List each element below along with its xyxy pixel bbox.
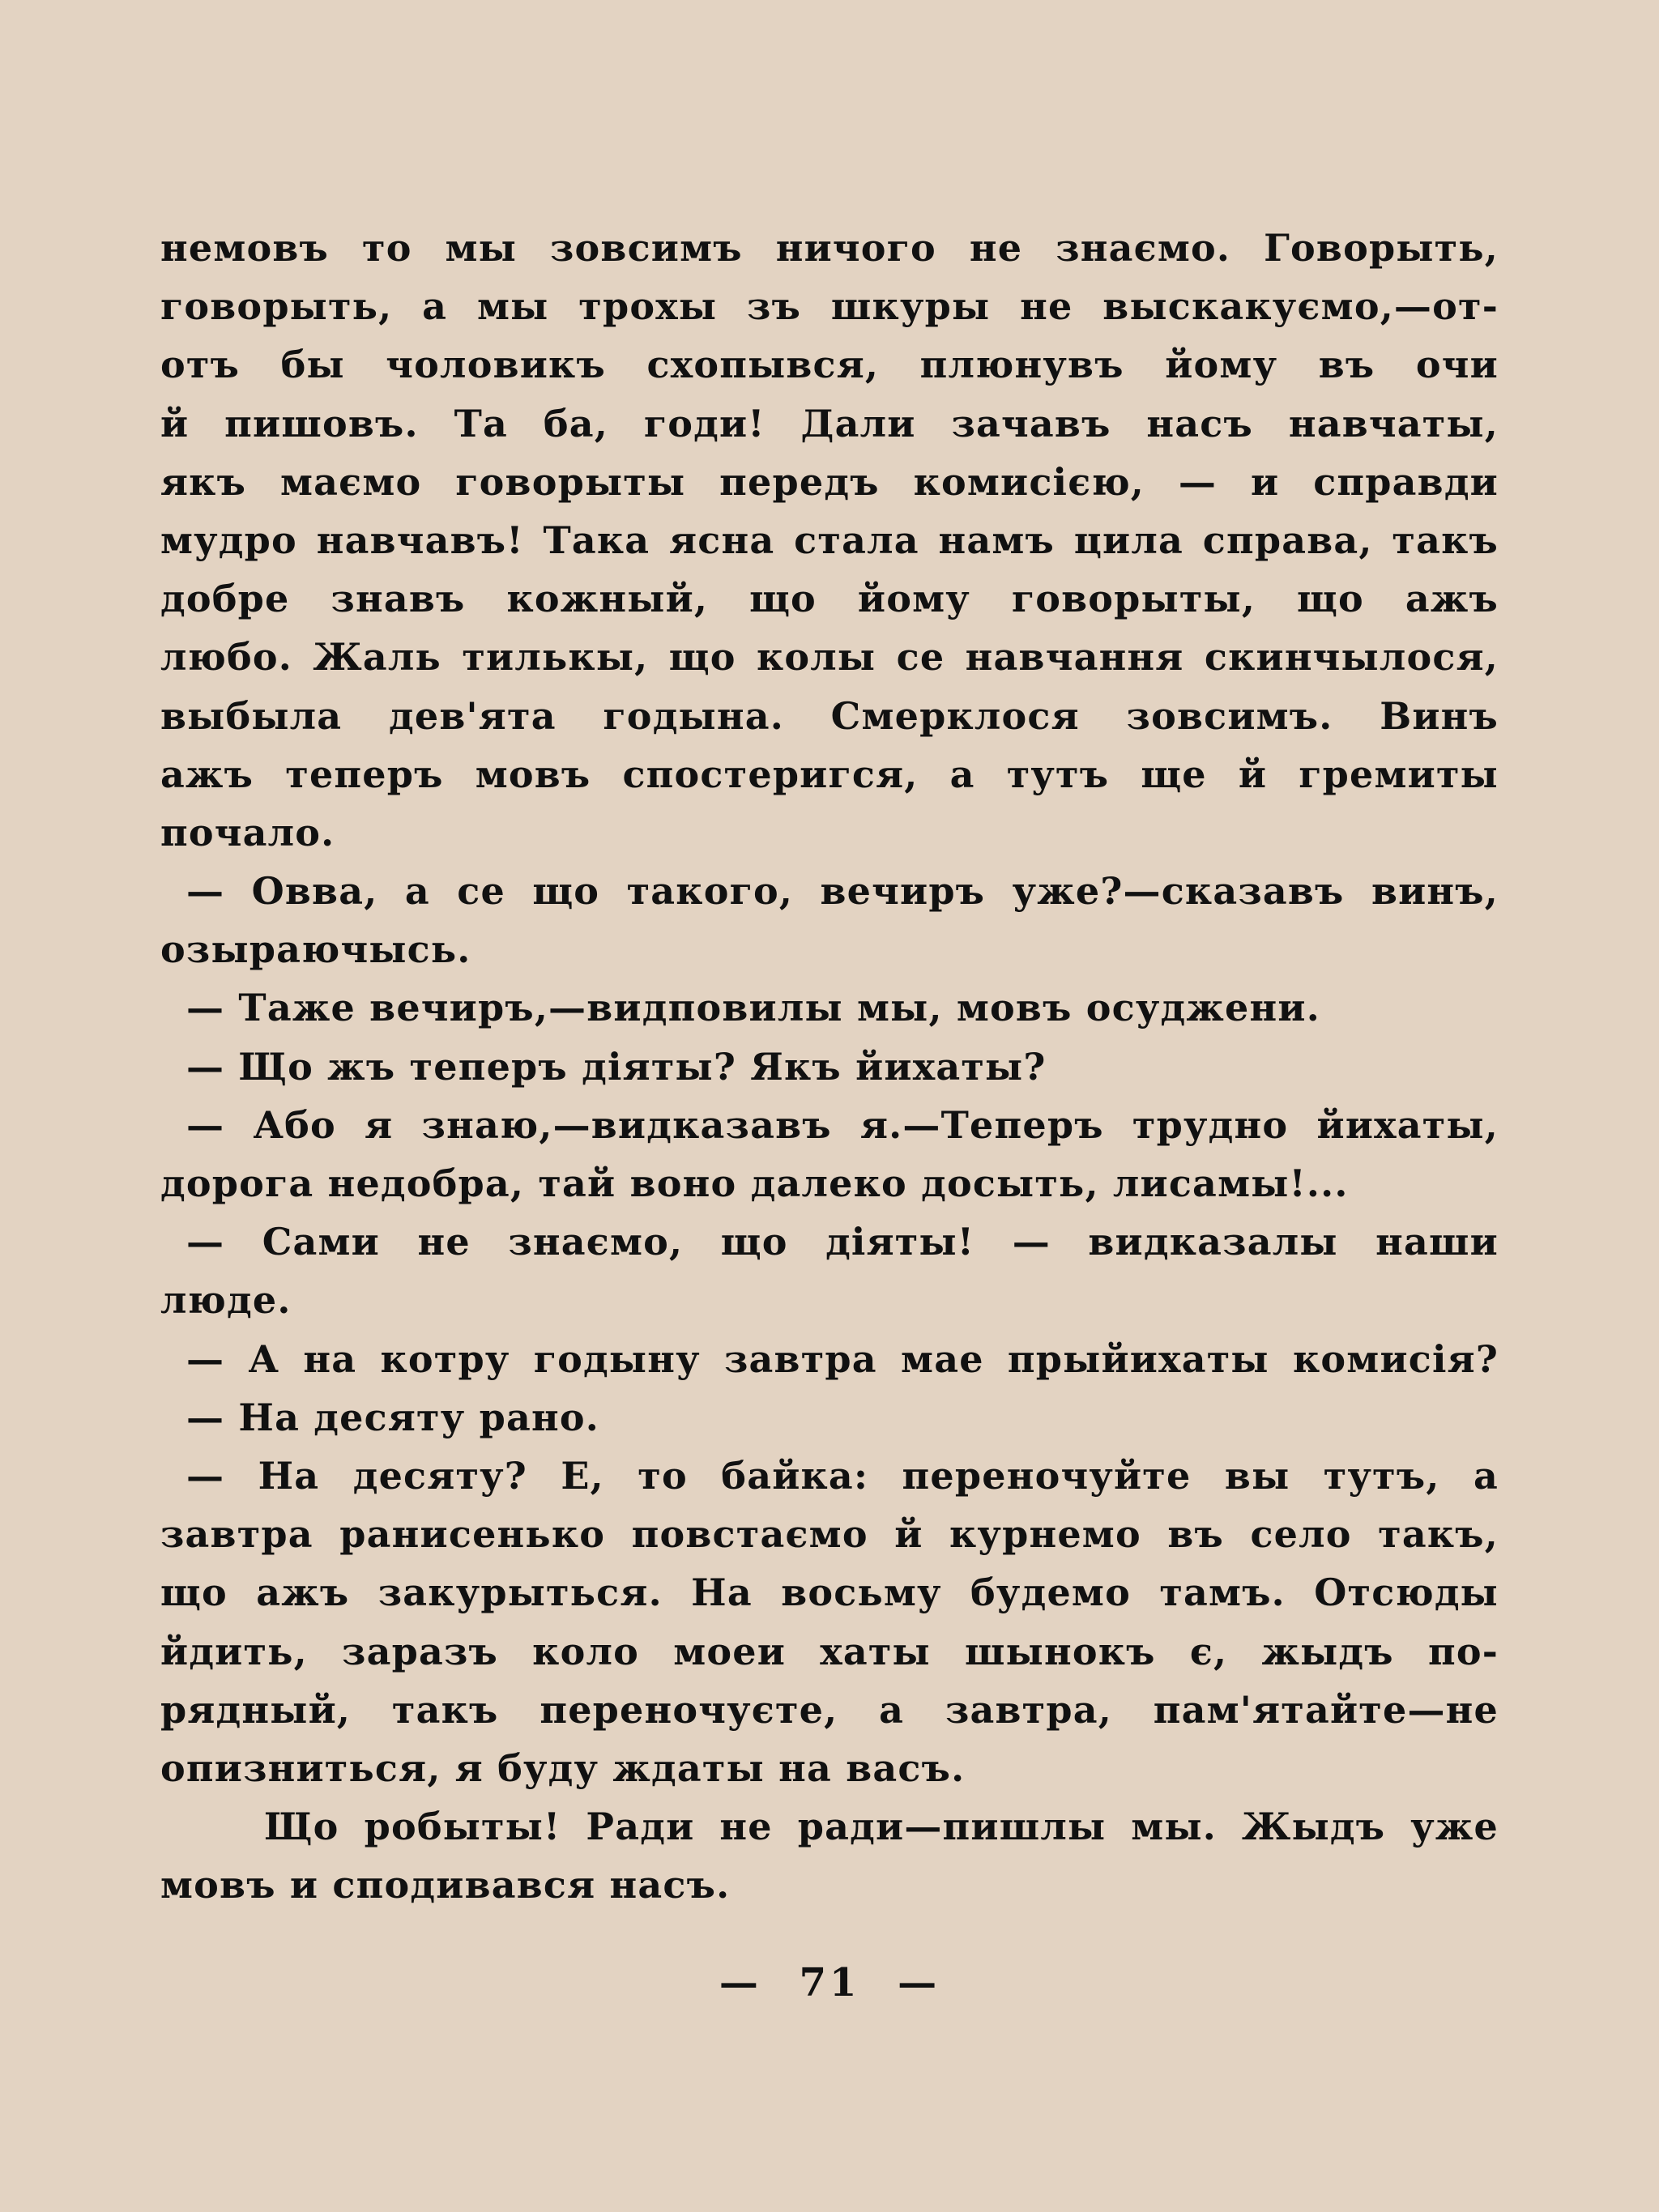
text-line: — На десяту рано.: [186, 1395, 599, 1439]
text-line: рядный, такъ переночуєте, а завтра, пам'ятайте—не: [160, 1687, 1499, 1732]
text-line: якъ маємо говорыты передъ комисією, — и справди: [160, 459, 1499, 504]
text-line: дорога недобра, тай воно далеко досыть, лисамы!...: [160, 1161, 1349, 1205]
text-line: мовъ и сподивався насъ.: [160, 1863, 731, 1907]
text-line: добре знавъ кожный, що йому говорыты, що ажъ: [160, 577, 1499, 621]
text-line: Що робыты! Ради не ради—пишлы мы. Жыдъ уже: [264, 1805, 1499, 1849]
text-line: йдить, заразъ коло моеи хаты шынокъ є, жыдъ по-: [160, 1629, 1499, 1673]
text-line: й пишовъ. Та ба, годи! Дали зачавъ насъ навчаты,: [160, 401, 1499, 445]
text-line: ажъ теперъ мовъ спостеригся, а тутъ ще й гремиты: [160, 752, 1499, 796]
text-line: — Овва, а се що такого, вечиръ уже?—сказавъ винъ,: [186, 869, 1499, 914]
text-line: мудро навчавъ! Така ясна стала намъ цила справа, такъ: [160, 518, 1499, 562]
text-line: любо. Жаль тилькы, що колы се навчання скинчылося,: [160, 635, 1499, 680]
text-line: завтра ранисенько повстаємо й курнемо въ село такъ,: [160, 1512, 1499, 1557]
body-text: [160, 219, 1499, 1914]
text-line: — Що жъ теперъ діяты? Якъ йихаты?: [186, 1044, 1047, 1089]
text-line: — Таже вечиръ,—видповилы мы, мовъ осуджени.: [186, 986, 1320, 1030]
page-number: — 71 —: [719, 1960, 940, 2005]
text-line: люде.: [160, 1278, 292, 1323]
text-line: озыраючысь.: [160, 927, 471, 972]
text-line: опизниться, я буду ждаты на васъ.: [160, 1745, 966, 1790]
text-line: — Або я знаю,—видказавъ я.—Теперъ трудно йихаты,: [186, 1102, 1499, 1147]
text-line: отъ бы чоловикъ схопывся, плюнувъ йому въ очи: [160, 343, 1499, 387]
text-line: — Сами не знаємо, що діяты! — видказалы наши: [186, 1220, 1499, 1264]
text-line: выбыла дев'ята годына. Смерклося зовсимъ. Винъ: [160, 693, 1499, 738]
text-line: — На десяту? Е, то байка: переночуйте вы тутъ, а: [186, 1453, 1499, 1498]
text-line: що ажъ закурыться. На восьму будемо тамъ. Отсюды: [160, 1571, 1499, 1615]
text-line: немовъ то мы зовсимъ ничого не знаємо. Говорыть,: [160, 226, 1499, 270]
text-line: говорыть, а мы трохы зъ шкуры не выскакуємо,—от-: [160, 284, 1499, 329]
text-line: — А на котру годыну завтра мае прыйихаты комисія?: [186, 1336, 1499, 1381]
text-line: почало.: [160, 810, 335, 855]
